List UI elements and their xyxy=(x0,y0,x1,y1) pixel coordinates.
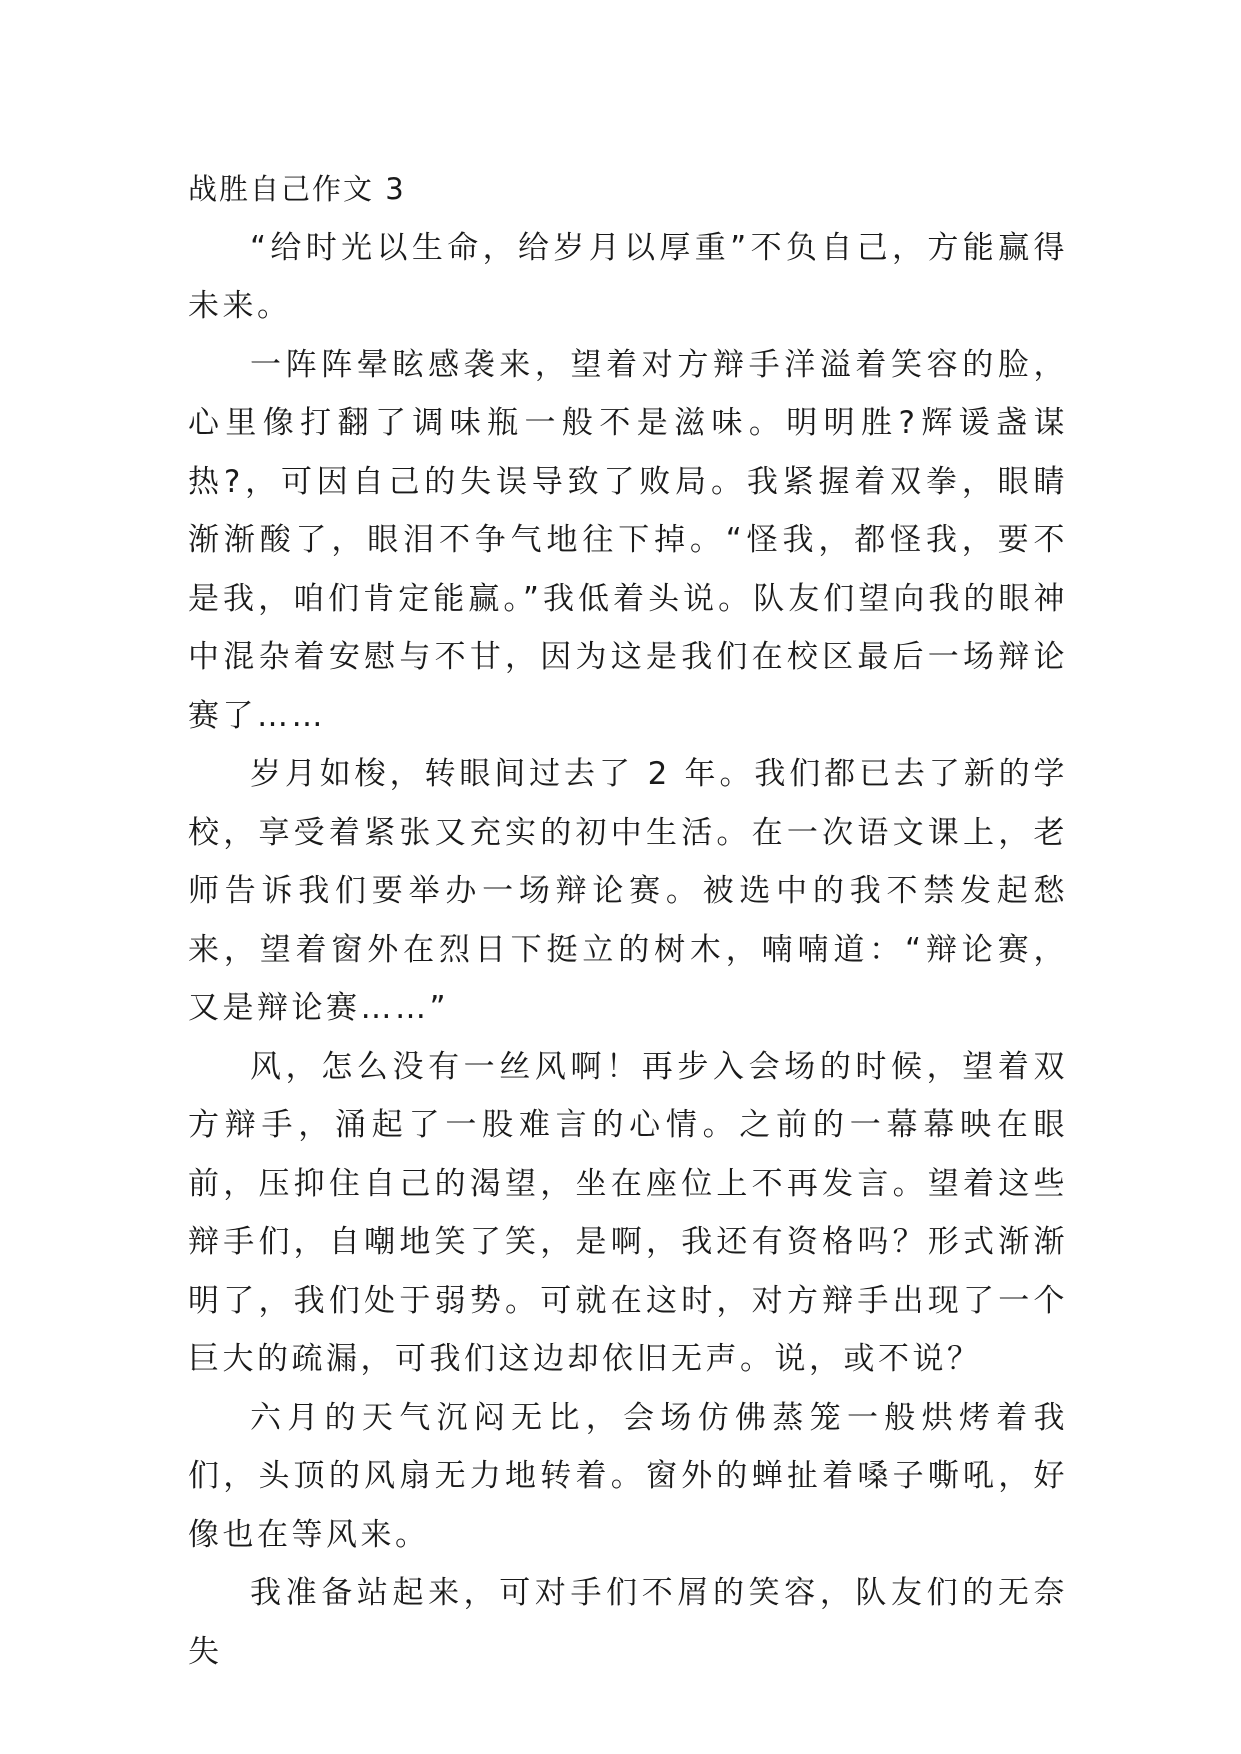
paragraph-2: 一阵阵晕眩感袭来，望着对方辩手洋溢着笑容的脸，心里像打翻了调味瓶一般不是滋味。明明胜?辉谖盏谋热?，可因自己的失误导致了败局。我紧握着双拳，眼睛渐渐酸了，眼泪不争气地往下掉。“怪我，都怪我，要不是我，咱们肯定能赢。”我低着头说。队友们望向我的眼神中混杂着安慰与不甘，因为这是我们在校区最后一场辩论赛了…… xyxy=(188,346,1068,734)
paragraph-3: 岁月如梭，转眼间过去了 2 年。我们都已去了新的学校，享受着紧张又充实的初中生活。在一次语文课上，老师告诉我们要举办一场辩论赛。被选中的我不禁发起愁来，望着窗外在烈日下挺立的树木，喃喃道：“辩论赛，又是辩论赛……” xyxy=(188,756,1068,1026)
paragraph-4: 风，怎么没有一丝风啊！再步入会场的时候，望着双方辩手，涌起了一股难言的心情。之前的一幕幕映在眼前，压抑住自己的渴望，坐在座位上不再发言。望着这些辩手们，自嘲地笑了笑，是啊，我还有资格吗？形式渐渐明了，我们处于弱势。可就在这时，对方辩手出现了一个巨大的疏漏，可我们这边却依旧无声。说，或不说？ xyxy=(188,1048,1068,1377)
paragraph-1: “给时光以生命，给岁月以厚重”不负自己，方能赢得未来。 xyxy=(188,229,1068,324)
document-body xyxy=(188,160,1068,1681)
paragraph-6: 我准备站起来，可对手们不屑的笑容，队友们的无奈失 xyxy=(188,1575,1068,1670)
page-title: 战胜自己作文 3 xyxy=(188,172,406,206)
paragraph-5: 六月的天气沉闷无比，会场仿佛蒸笼一般烘烤着我们，头顶的风扇无力地转着。窗外的蝉扯着嗓子嘶吼，好像也在等风来。 xyxy=(188,1399,1068,1553)
